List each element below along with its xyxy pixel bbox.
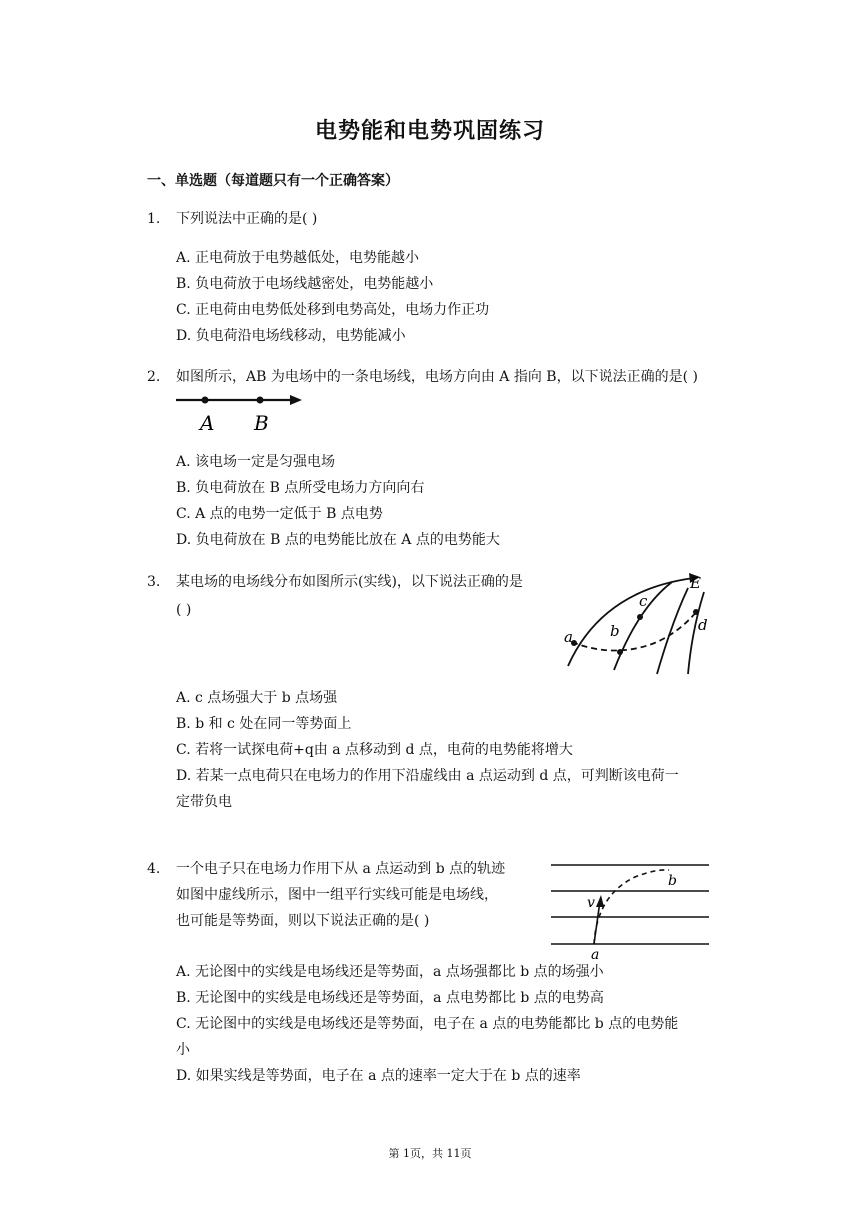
question-4-trajectory-figure xyxy=(545,855,715,965)
question-2-number: 2. xyxy=(147,369,161,385)
question-3-field-lines-figure xyxy=(562,570,722,675)
field-line-1 xyxy=(568,578,694,666)
point-b-dot xyxy=(617,649,623,655)
question-2-option-a: A. 该电场一定是匀强电场 xyxy=(176,454,336,470)
page-footer: 第 1页，共 11页 xyxy=(388,1147,472,1160)
label-b: b xyxy=(610,622,620,640)
section-heading: 一、单选题（每道题只有一个正确答案） xyxy=(147,173,399,189)
label-b: b xyxy=(668,873,677,889)
question-3-option-d-continued: 定带负电 xyxy=(176,794,232,810)
field-line-3 xyxy=(657,588,688,674)
question-2-option-b: B. 负电荷放在 B 点所受电场力方向向右 xyxy=(176,480,425,496)
question-4-option-c-continued: 小 xyxy=(176,1042,190,1058)
question-1-option-c: C. 正电荷由电势低处移到电势高处，电场力作正功 xyxy=(176,302,490,318)
question-4-option-d: D. 如果实线是等势面，电子在 a 点的速率一定大于在 b 点的速率 xyxy=(176,1068,581,1084)
point-d-dot xyxy=(693,609,699,615)
question-3-option-c: C. 若将一试探电荷+q由 a 点移动到 d 点，电荷的电势能将增大 xyxy=(176,742,573,758)
page-title: 电势能和电势巩固练习 xyxy=(314,119,545,144)
question-2-field-line-figure xyxy=(172,388,307,436)
label-a: a xyxy=(564,628,573,646)
question-4-option-a: A. 无论图中的实线是电场线还是等势面，a 点场强都比 b 点的场强小 xyxy=(176,964,604,980)
question-3-stem-line-2: ( ) xyxy=(176,602,192,618)
question-2-stem: 如图所示，AB 为电场中的一条电场线，电场方向由 A 指向 B，以下说法正确的是( ) xyxy=(176,369,698,385)
arrow-head xyxy=(290,395,302,405)
question-2-option-c: C. A 点的电势一定低于 B 点电势 xyxy=(176,506,383,522)
point-a-dot xyxy=(202,397,209,404)
question-4-option-b: B. 无论图中的实线是电场线还是等势面，a 点电势都比 b 点的电势高 xyxy=(176,990,604,1006)
trajectory-dashed xyxy=(594,870,669,944)
question-1-stem: 下列说法中正确的是( ) xyxy=(176,211,318,227)
question-3-stem-line-1: 某电场的电场线分布如图所示(实线)，以下说法正确的是 xyxy=(176,574,523,590)
point-b-dot xyxy=(257,397,264,404)
question-2-option-d: D. 负电荷放在 B 点的电势能比放在 A 点的电势能大 xyxy=(176,532,500,548)
point-c-dot xyxy=(637,614,643,620)
question-4-stem-line-2: 如图中虚线所示，图中一组平行实线可能是电场线， xyxy=(176,887,498,903)
question-3-option-d: D. 若某一点电荷只在电场力的作用下沿虚线由 a 点运动到 d 点，可判断该电荷一 xyxy=(176,768,679,784)
question-4-option-c: C. 无论图中的实线是电场线还是等势面，电子在 a 点的电势能都比 b 点的电势能 xyxy=(176,1016,679,1032)
label-b: B xyxy=(254,411,269,435)
question-1-option-d: D. 负电荷沿电场线移动，电势能减小 xyxy=(176,328,406,344)
label-c: c xyxy=(639,592,648,610)
question-4-stem-line-1: 一个电子只在电场力作用下从 a 点运动到 b 点的轨迹 xyxy=(176,861,506,877)
question-4-number: 4. xyxy=(147,861,161,877)
label-e: E xyxy=(690,574,701,592)
question-4-stem-line-3: 也可能是等势面，则以下说法正确的是( ) xyxy=(176,913,430,929)
velocity-arrow-head xyxy=(596,895,604,907)
question-3-number: 3. xyxy=(147,574,161,590)
question-3-option-a: A. c 点场强大于 b 点场强 xyxy=(176,690,338,706)
question-3-option-b: B. b 和 c 处在同一等势面上 xyxy=(176,716,352,732)
question-1-option-b: B. 负电荷放于电场线越密处，电势能越小 xyxy=(176,276,434,292)
label-a: A xyxy=(200,411,215,435)
question-1-option-a: A. 正电荷放于电势越低处，电势能越小 xyxy=(176,250,420,266)
label-v: v xyxy=(587,895,595,911)
label-a: a xyxy=(591,947,600,963)
label-d: d xyxy=(698,616,708,634)
question-1-number: 1. xyxy=(147,211,161,227)
